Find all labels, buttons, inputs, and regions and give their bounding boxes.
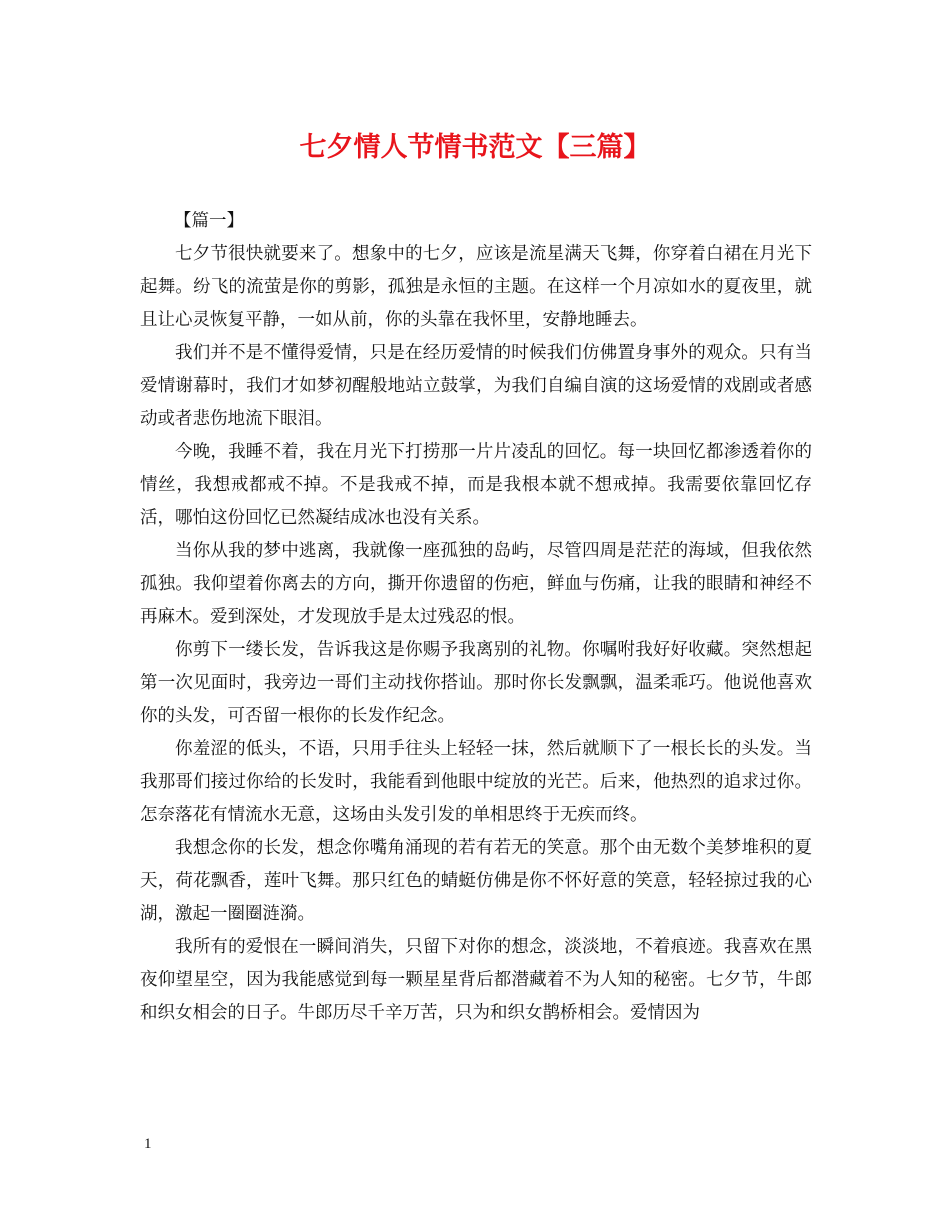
document-body — [140, 205, 812, 1030]
section-label: 【篇一】 — [174, 211, 244, 231]
paragraph: 今晚，我睡不着，我在月光下打捞那一片片凌乱的回忆。每一块回忆都渗透着你的情丝，我想戒都戒不掉。不是我戒不掉，而是我根本就不想戒掉。我需要依靠回忆存活，哪怕这份回忆已然凝结成冰也没有关系。 — [140, 442, 812, 528]
paragraph: 我所有的爱恨在一瞬间消失，只留下对你的想念，淡淡地，不着痕迹。我喜欢在黑夜仰望星空，因为我能感觉到每一颗星星背后都潜藏着不为人知的秘密。七夕节，牛郎和织女相会的日子。牛郎历尽千辛万苦，只为和织女鹊桥相会。爱情因为 — [140, 937, 812, 1023]
document-title: 七夕情人节情书范文【三篇】 — [299, 132, 651, 163]
paragraph: 我想念你的长发，想念你嘴角涌现的若有若无的笑意。那个由无数个美梦堆积的夏天，荷花飘香，莲叶飞舞。那只红色的蜻蜓仿佛是你不怀好意的笑意，轻轻掠过我的心湖，激起一圈圈涟漪。 — [140, 838, 812, 924]
paragraph: 你剪下一缕长发，告诉我这是你赐予我离别的礼物。你嘱咐我好好收藏。突然想起第一次见面时，我旁边一哥们主动找你搭讪。那时你长发飘飘，温柔乖巧。他说他喜欢你的头发，可否留一根你的长发作纪念。 — [140, 640, 812, 726]
paragraph: 我们并不是不懂得爱情，只是在经历爱情的时候我们仿佛置身事外的观众。只有当爱情谢幕时，我们才如梦初醒般地站立鼓掌，为我们自编自演的这场爱情的戏剧或者感动或者悲伤地流下眼泪。 — [140, 343, 812, 429]
page-number: 1 — [144, 1136, 152, 1152]
paragraph: 七夕节很快就要来了。想象中的七夕，应该是流星满天飞舞，你穿着白裙在月光下起舞。纷飞的流萤是你的剪影，孤独是永恒的主题。在这样一个月凉如水的夏夜里，就且让心灵恢复平静，一如从前，你的头靠在我怀里，安静地睡去。 — [140, 244, 812, 330]
paragraph: 当你从我的梦中逃离，我就像一座孤独的岛屿，尽管四周是茫茫的海域，但我依然孤独。我仰望着你离去的方向，撕开你遗留的伤疤，鲜血与伤痛，让我的眼睛和神经不再麻木。爱到深处，才发现放手是太过残忍的恨。 — [140, 541, 812, 627]
paragraph: 你羞涩的低头，不语，只用手往头上轻轻一抹，然后就顺下了一根长长的头发。当我那哥们接过你给的长发时，我能看到他眼中绽放的光芒。后来，他热烈的追求过你。怎奈落花有情流水无意，这场由头发引发的单相思终于无疾而终。 — [140, 739, 812, 825]
